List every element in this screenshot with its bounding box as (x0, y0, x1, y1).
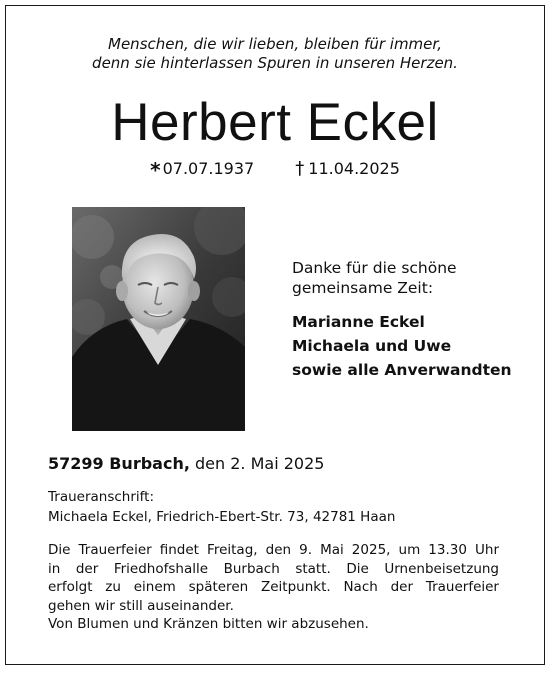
death-date-group (295, 158, 400, 180)
thanks-text (292, 258, 457, 298)
info-line: erfolgt zu einem späteren Zeitpunkt. Nach der Trauerfeier (48, 579, 499, 595)
motto-line: denn sie hinterlassen Spuren in unseren Herzen. (92, 54, 458, 72)
place-and-date (48, 453, 324, 475)
deceased-name: Herbert Eckel (111, 93, 439, 152)
mourner-name: sowie alle Anverwandten (292, 361, 512, 379)
place: 57299 Burbach, (48, 454, 190, 473)
notice-date: den 2. Mai 2025 (195, 454, 325, 473)
funeral-info (48, 541, 499, 634)
thanks-line: gemeinsame Zeit: (292, 279, 434, 297)
mourner-name: Marianne Eckel (292, 313, 425, 331)
mourning-address (48, 487, 395, 527)
thanks-line: Danke für die schöne (292, 259, 457, 277)
info-line: Die Trauerfeier findet Freitag, den 9. Mai 2025, um 13.30 Uhr (48, 542, 499, 558)
mourners-list (292, 310, 512, 382)
motto (6, 35, 544, 73)
life-dates (6, 158, 544, 181)
address-value: Michaela Eckel, Friedrich-Ebert-Str. 73, 42781 Haan (48, 509, 396, 525)
birth-star-icon: * (150, 158, 161, 182)
birth-date-group (150, 158, 254, 181)
info-line: gehen wir still auseinander. (48, 597, 234, 614)
motto-line: Menschen, die wir lieben, bleiben für immer, (108, 35, 442, 53)
address-label: Traueranschrift: (48, 489, 154, 505)
info-line: Von Blumen und Kränzen bitten wir abzusehen. (48, 616, 369, 632)
obituary-notice (5, 5, 545, 665)
info-line: in der Friedhofshalle Burbach statt. Die Urnenbeisetzung (48, 560, 499, 577)
death-cross-icon: † (295, 158, 305, 179)
portrait-photo (72, 207, 245, 431)
mourner-name: Michaela und Uwe (292, 337, 452, 355)
birth-date: 07.07.1937 (162, 159, 255, 178)
death-date: 11.04.2025 (308, 159, 400, 178)
